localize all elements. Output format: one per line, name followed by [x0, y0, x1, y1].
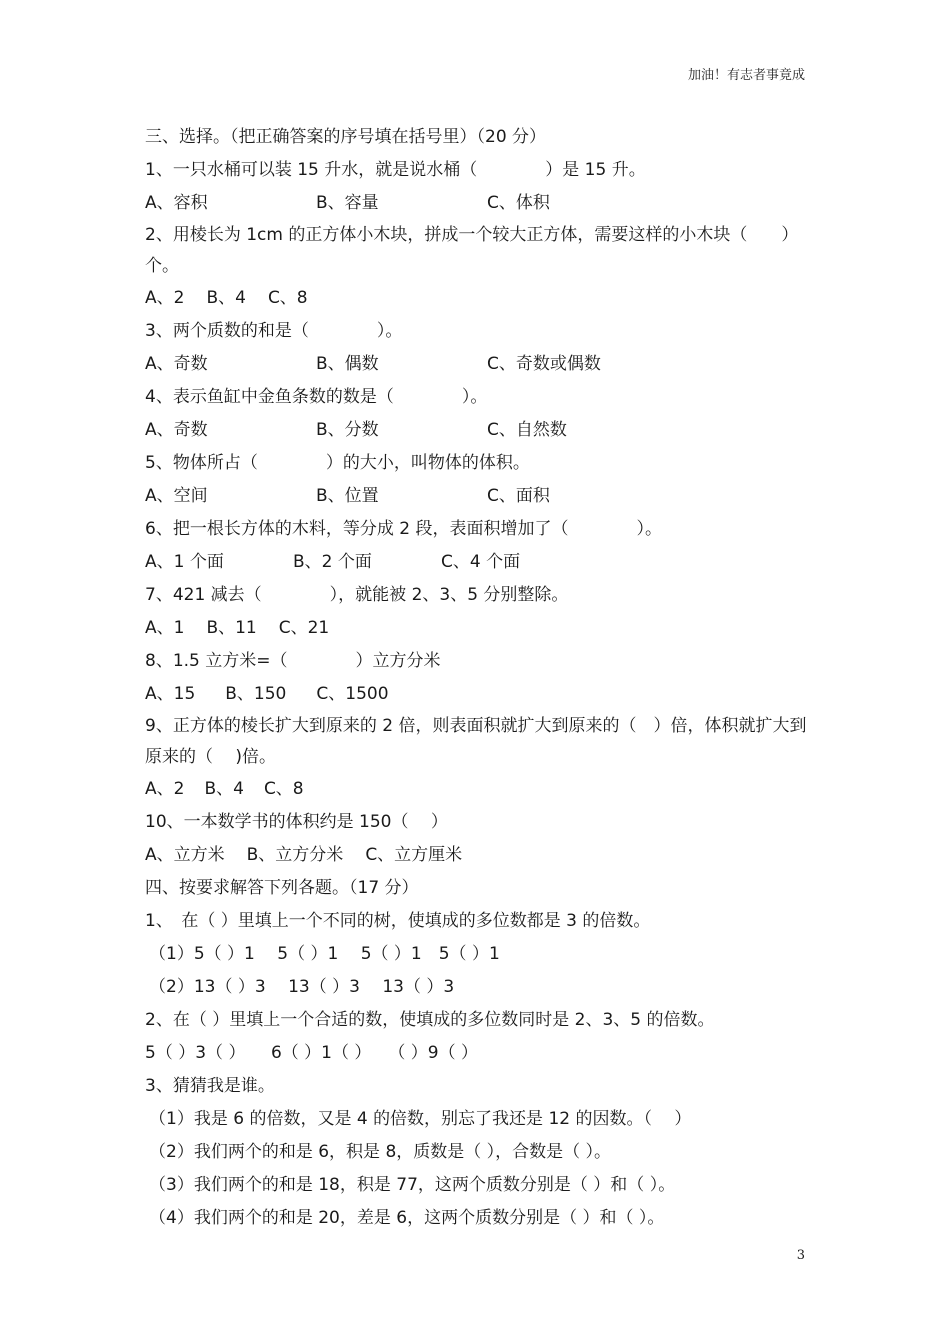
option-c: C、8 [263, 779, 304, 799]
option-c: C、自然数 [487, 420, 567, 440]
s4-q3-item-4: （4）我们两个的和是 20，差是 6，这两个质数分别是（ ）和（ ）。 [149, 1208, 665, 1228]
question-3: 3、两个质数的和是（ ）。 [145, 321, 403, 341]
question-8: 8、1.5 立方米=（ ）立方分米 [145, 651, 441, 671]
question-7: 7、421 减去（ ），就能被 2、3、5 分别整除。 [145, 585, 569, 605]
question-1-options [145, 187, 813, 220]
option-a: A、空间 [145, 486, 208, 506]
option-a: A、2 [145, 288, 185, 308]
option-c: C、8 [267, 288, 308, 308]
option-c: C、21 [278, 618, 330, 638]
option-c: C、奇数或偶数 [487, 354, 601, 374]
option-a: A、1 个面 [145, 552, 224, 572]
question-1: 1、一只水桶可以装 15 升水，就是说水桶（ ）是 15 升。 [145, 160, 646, 180]
option-b: B、分数 [316, 420, 379, 440]
question-4: 4、表示鱼缸中金鱼条数的数是（ ）。 [145, 387, 488, 407]
s4-q1-row-1: （1）5（ ）1 5（ ）1 5（ ）1 5（ ）1 [149, 944, 500, 964]
question-9-options [145, 773, 813, 806]
option-b: B、立方分米 [246, 845, 344, 865]
option-c: C、1500 [316, 684, 389, 704]
option-c: C、面积 [487, 486, 550, 506]
option-a: A、容积 [145, 193, 208, 213]
option-b: B、容量 [316, 193, 379, 213]
option-b: B、150 [225, 684, 287, 704]
exam-content [145, 121, 813, 1235]
s4-q1-row-2: （2）13（ ）3 13（ ）3 13（ ）3 [149, 977, 455, 997]
question-5-options [145, 480, 813, 513]
option-b: B、位置 [316, 486, 379, 506]
question-4-options [145, 414, 813, 447]
option-c: C、体积 [487, 193, 550, 213]
option-a: A、1 [145, 618, 185, 638]
question-2: 2、用棱长为 1cm 的正方体小木块，拼成一个较大正方体，需要这样的小木块（ ）个。 [145, 225, 799, 276]
option-b: B、4 [204, 779, 244, 799]
section3-title: 三、选择。（把正确答案的序号填在括号里）（20 分） [145, 127, 547, 147]
question-9: 9、正方体的棱长扩大到原来的 2 倍，则表面积就扩大到原来的（ ）倍，体积就扩大到原来的（ )倍。 [145, 716, 807, 767]
option-a: A、奇数 [145, 354, 208, 374]
question-10-options [145, 839, 813, 872]
question-6: 6、把一根长方体的木料，等分成 2 段，表面积增加了（ ）。 [145, 519, 662, 539]
option-b: B、11 [206, 618, 257, 638]
option-a: A、奇数 [145, 420, 208, 440]
option-c: C、4 个面 [441, 552, 521, 572]
s4-q3-item-3: （3）我们两个的和是 18，积是 77，这两个质数分别是（ ）和（ ）。 [149, 1175, 676, 1195]
question-2-options [145, 282, 813, 315]
question-7-options [145, 612, 813, 645]
s4-q3-item-2: （2）我们两个的和是 6，积是 8，质数是（ ），合数是（ ）。 [149, 1142, 612, 1162]
question-5: 5、物体所占（ ）的大小，叫物体的体积。 [145, 453, 530, 473]
question-10: 10、一本数学书的体积约是 150（ ） [145, 812, 448, 832]
section4-title: 四、按要求解答下列各题。（17 分） [145, 878, 419, 898]
option-b: B、4 [206, 288, 246, 308]
option-b: B、2 个面 [293, 552, 372, 572]
question-3-options [145, 348, 813, 381]
option-a: A、立方米 [145, 845, 225, 865]
question-8-options [145, 678, 813, 711]
option-b: B、偶数 [316, 354, 379, 374]
option-a: A、15 [145, 684, 196, 704]
s4-q3-item-1: （1）我是 6 的倍数，又是 4 的倍数，别忘了我还是 12 的因数。（ ） [149, 1109, 692, 1129]
option-a: A、2 [145, 779, 185, 799]
page-header-motto: 加油！有志者事竟成 [687, 68, 805, 83]
option-c: C、立方厘米 [365, 845, 463, 865]
s4-question-2: 2、在（ ）里填上一个合适的数，使填成的多位数同时是 2、3、5 的倍数。 [145, 1010, 715, 1030]
page-number: 3 [796, 1248, 805, 1263]
s4-q2-row: 5（ ）3（ ） 6（ ）1（ ） （ ）9（ ） [145, 1043, 479, 1063]
s4-question-3: 3、猜猜我是谁。 [145, 1076, 275, 1096]
s4-question-1: 1、 在（ ）里填上一个不同的树，使填成的多位数都是 3 的倍数。 [145, 911, 651, 931]
question-6-options [145, 546, 813, 579]
